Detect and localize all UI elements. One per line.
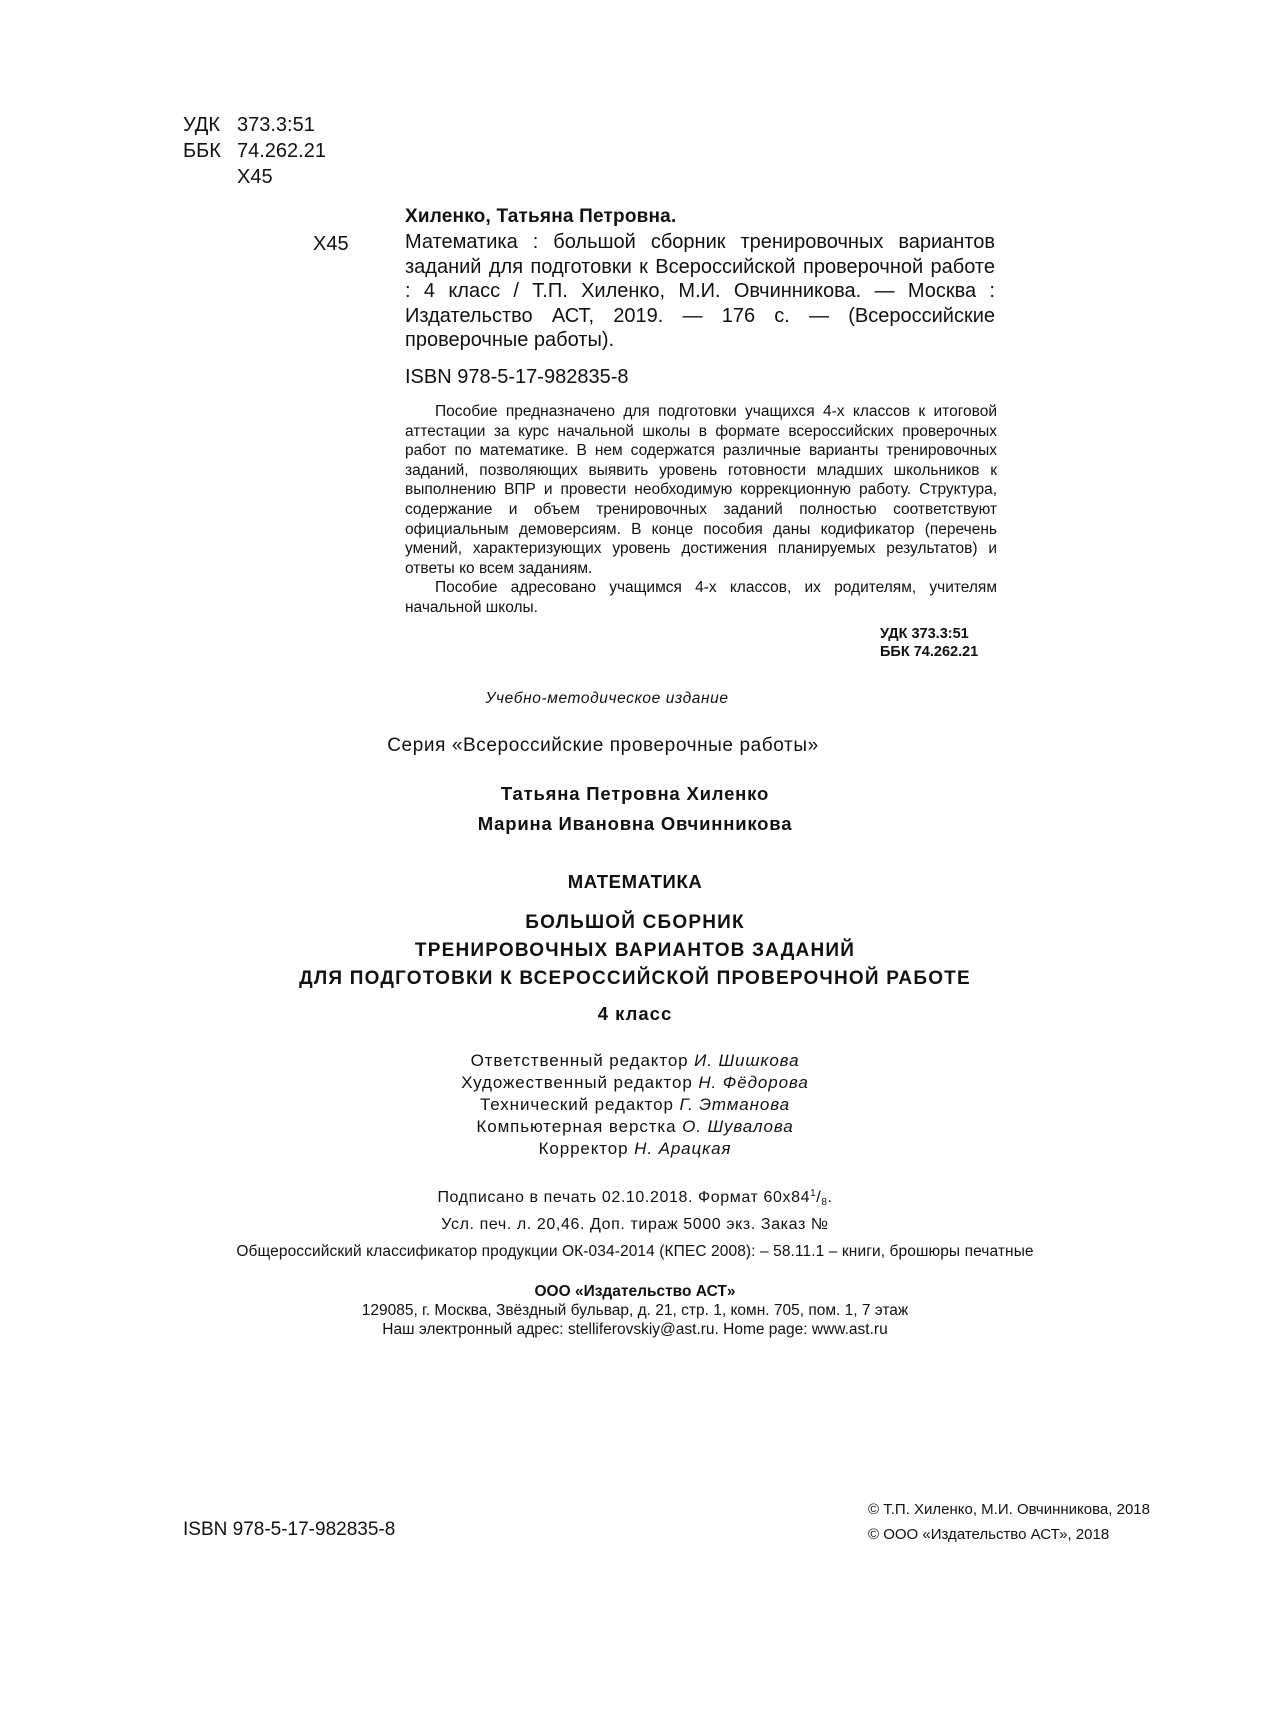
staff-name: О. Шувалова bbox=[682, 1117, 794, 1136]
edition-type: Учебно-методическое издание bbox=[485, 690, 729, 707]
catalog-description-text: Математика : большой сборник тренировочных вариантов заданий для подготовки к Всероссийской проверочной работе : 4 класс / Т.П. Хиленко, М.И. Овчинникова. — Москва : Издательство АСТ, 2019. — 176 с. — (Всероссийские проверочные работы). bbox=[405, 231, 995, 351]
catalog-codes bbox=[880, 625, 978, 661]
format-numerator: 1 bbox=[810, 1188, 817, 1199]
staff-role: Технический редактор bbox=[479, 1095, 674, 1114]
publisher-name: ООО «Издательство АСТ» bbox=[534, 1283, 736, 1300]
catalog-isbn: ISBN 978-5-17-982835-8 bbox=[405, 366, 629, 388]
publisher-web: Наш электронный адрес: stelliferovskiy@ast.ru. Home page: www.ast.ru bbox=[382, 1321, 888, 1338]
staff-row bbox=[0, 1138, 1270, 1160]
abstract-paragraph: Пособие предназначено для подготовки учащихся 4-х классов к итоговой аттестации за курс начальной школы в формате всероссийских проверочных работ по математике. В нем содержатся различные варианты тренировочных заданий, позволяющих выявить уровень готовности младших школьников к выполнению ВПР и провести необходимую коррекционную работу. Структура, содержание и объем тренировочных заданий полностью соответствуют официальным демоверсиям. В конце пособия даны кодификатор (перечень умений, характеризующих уровень достижения планируемых результатов) и ответы ко всем заданиям. bbox=[405, 403, 997, 577]
copyright-line: © Т.П. Хиленко, М.И. Овчинникова, 2018 bbox=[868, 1501, 1150, 1518]
udk-label: УДК bbox=[183, 114, 221, 136]
catalog-bbk: ББК 74.262.21 bbox=[880, 644, 979, 660]
staff-name: И. Шишкова bbox=[694, 1051, 800, 1070]
book-title-line: ТРЕНИРОВОЧНЫХ ВАРИАНТОВ ЗАДАНИЙ bbox=[414, 940, 856, 961]
author-name: Татьяна Петровна Хиленко bbox=[500, 783, 770, 804]
staff-name: Г. Этманова bbox=[679, 1095, 791, 1114]
copyright-block bbox=[868, 1497, 1150, 1547]
staff-role: Корректор bbox=[538, 1139, 629, 1158]
series-title: Серия «Всероссийские проверочные работы» bbox=[387, 735, 819, 756]
staff-role: Компьютерная верстка bbox=[476, 1117, 677, 1136]
staff-name: Н. Арацкая bbox=[634, 1139, 732, 1158]
signed-text: Подписано в печать 02.10.2018. Формат 60x84 bbox=[437, 1189, 811, 1206]
catalog-udk: УДК 373.3:51 bbox=[880, 626, 969, 642]
classification-block bbox=[183, 112, 326, 190]
format-denominator: 8 bbox=[821, 1197, 828, 1208]
subject-title: МАТЕМАТИКА bbox=[567, 871, 703, 892]
staff-role: Ответственный редактор bbox=[470, 1051, 689, 1070]
staff-row bbox=[0, 1072, 1270, 1094]
staff-row bbox=[0, 1116, 1270, 1138]
catalog-author-heading: Хиленко, Татьяна Петровна. bbox=[405, 206, 677, 227]
print-info bbox=[0, 1183, 1270, 1236]
footer-isbn: ISBN 978-5-17-982835-8 bbox=[183, 1519, 396, 1540]
udk-value: 373.3:51 bbox=[237, 114, 315, 136]
bbk-label: ББК bbox=[183, 140, 221, 162]
staff-credits bbox=[0, 1050, 1270, 1160]
book-title-line: ДЛЯ ПОДГОТОВКИ К ВСЕРОССИЙСКОЙ ПРОВЕРОЧНОЙ РАБОТЕ bbox=[299, 968, 971, 989]
signed-line: Подписано в печать 02.10.2018. Формат $60x84^1/_8$. bbox=[437, 1188, 833, 1208]
staff-row bbox=[0, 1094, 1270, 1116]
catalog-author-mark: Х45 bbox=[313, 233, 349, 255]
okp-classifier: Общероссийский классификатор продукции ОК-034-2014 (КПЕС 2008): – 58.11.1 – книги, брошюры печатные bbox=[236, 1243, 1034, 1260]
publisher-address: 129085, г. Москва, Звёздный бульвар, д. 21, стр. 1, комн. 705, пом. 1, 7 этаж bbox=[361, 1302, 909, 1319]
staff-role: Художественный редактор bbox=[461, 1073, 693, 1092]
author-name: Марина Ивановна Овчинникова bbox=[477, 813, 793, 834]
staff-name: Н. Фёдорова bbox=[698, 1073, 809, 1092]
abstract-paragraph: Пособие адресовано учащимся 4-х классов, их родителям, учителям начальной школы. bbox=[405, 579, 997, 616]
author-mark: Х45 bbox=[237, 166, 273, 188]
book-title-line: БОЛЬШОЙ СБОРНИК bbox=[525, 912, 745, 933]
catalog-description bbox=[405, 230, 995, 353]
grade-label: 4 класс bbox=[597, 1003, 673, 1024]
copyright-line: © ООО «Издательство АСТ», 2018 bbox=[868, 1526, 1110, 1543]
staff-row bbox=[0, 1050, 1270, 1072]
bbk-value: 74.262.21 bbox=[237, 140, 326, 162]
catalog-abstract bbox=[405, 402, 997, 618]
print-sheets-line: Усл. печ. л. 20,46. Доп. тираж 5000 экз. Заказ № bbox=[441, 1216, 829, 1233]
signed-suffix: . bbox=[827, 1189, 833, 1206]
